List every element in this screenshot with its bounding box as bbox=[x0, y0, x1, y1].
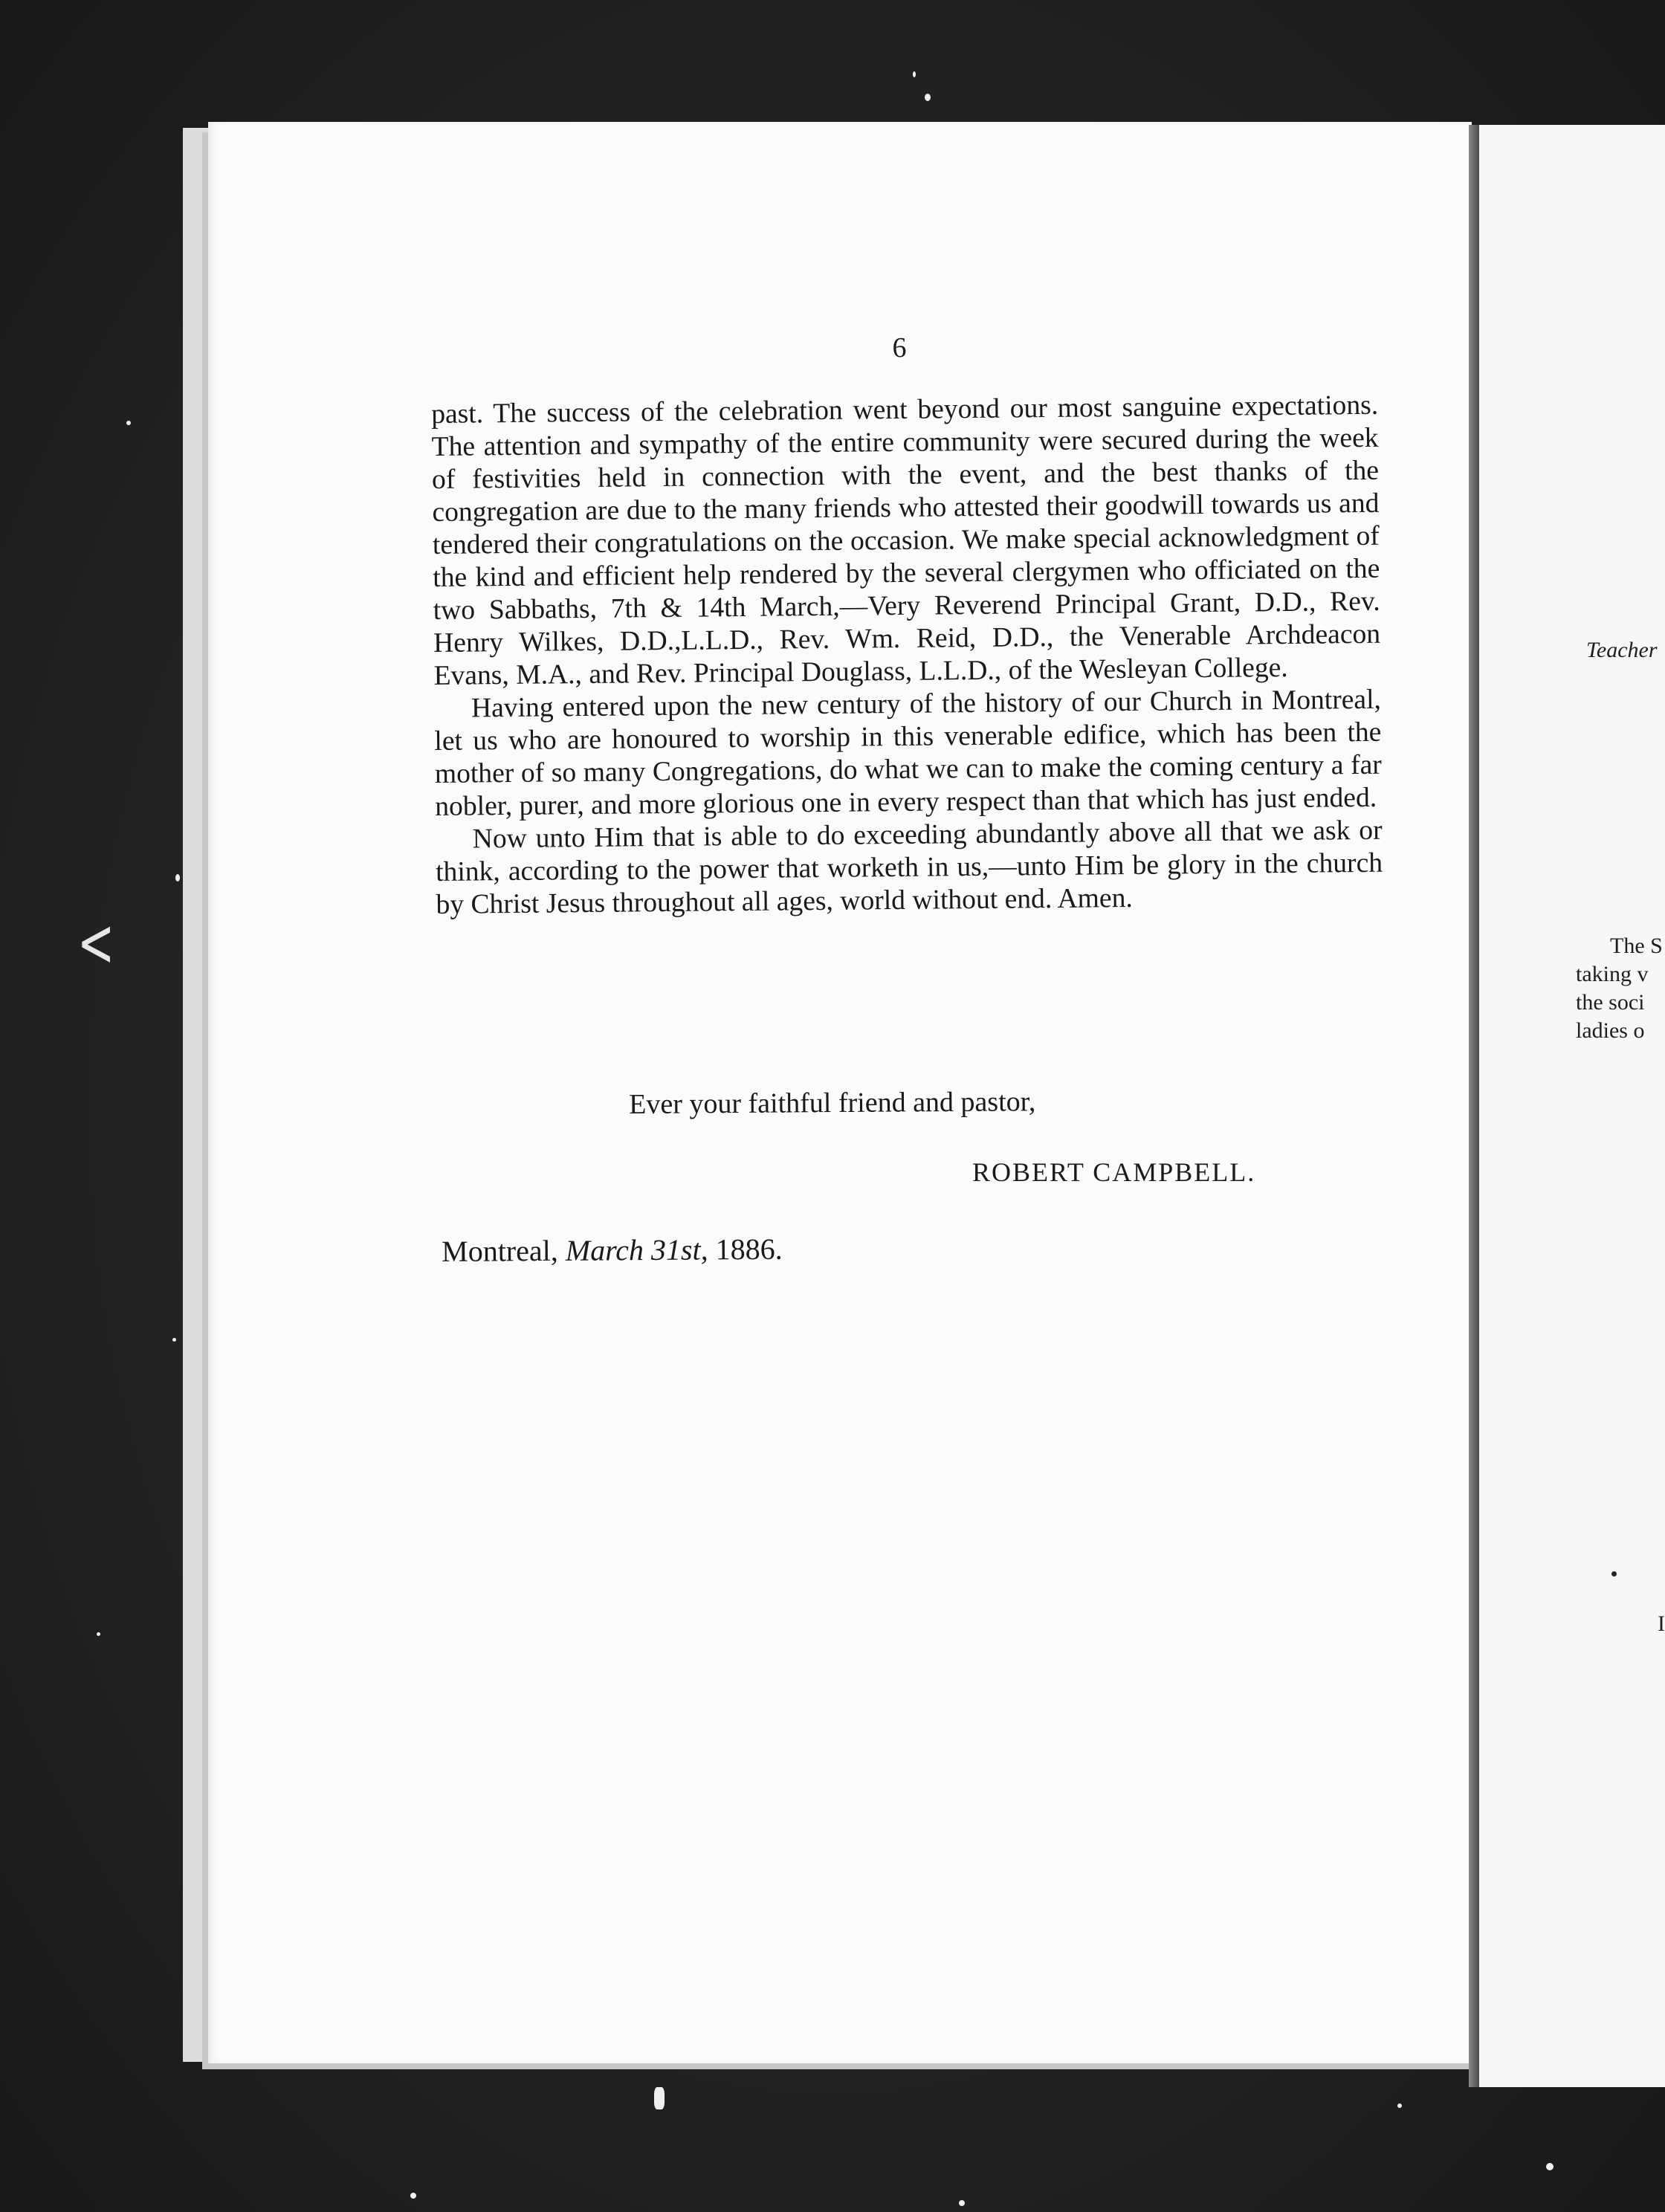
paragraph: past. The success of the celebration went beyond our most sanguine expectations. The attention and sympathy of the entire community were secured during the week of festivities held in connection with the event, and the best thanks of the congregation are due to the many friends who attested their goodwill towards us and tendered their congratulations on the occasion. We make special acknowledgment of the kind and efficient help rendered by the several clergymen who officiated on the two Sabbaths, 7th & 14th March,—Very Reverend Principal Grant, D.D., Rev. Henry Wilkes, D.D.,L.L.D., Rev. Wm. Reid, D.D., the Venerable Archdeacon Evans, M.A., and Rev. Principal Douglass, L.L.D., of the Wesleyan College. bbox=[431, 389, 1381, 691]
dust-speck bbox=[959, 2200, 965, 2206]
facing-page-line: The S bbox=[1610, 934, 1663, 958]
page-number: 6 bbox=[892, 332, 907, 363]
dust-speck bbox=[172, 1338, 176, 1342]
dust-speck bbox=[1611, 1571, 1617, 1576]
dust-speck bbox=[126, 421, 131, 425]
facing-page-line: ladies o bbox=[1576, 1018, 1645, 1043]
dateline bbox=[442, 1232, 783, 1269]
letter-closing: Ever your faithful friend and pastor, bbox=[629, 1086, 1036, 1120]
scan-mark: < bbox=[77, 904, 115, 983]
dust-speck bbox=[175, 874, 180, 882]
facing-page-heading-fragment: Teacher bbox=[1586, 638, 1658, 662]
paragraph: Now unto Him that is able to do exceeding abundantly above all that we ask or think, according to the power that worketh in us,—unto Him be glory in the church by Christ Jesus throughout all ages, world without end. Amen. bbox=[435, 815, 1383, 920]
dateline-date: March 31st, bbox=[565, 1232, 708, 1267]
dust-speck bbox=[654, 2087, 665, 2109]
dust-speck bbox=[1397, 2103, 1402, 2108]
dust-speck bbox=[1546, 2163, 1554, 2170]
facing-page-letter: I bbox=[1658, 1611, 1665, 1636]
dateline-place: Montreal, bbox=[442, 1233, 558, 1268]
facing-page-line: the soci bbox=[1576, 990, 1645, 1015]
paragraph: Having entered upon the new century of the history of our Church in Montreal, let us who are honoured to worship in this venerable edifice, which has been the mother of so many Congregations, do what we can to make the coming century a far nobler, purer, and more glorious one in every respect than that which has just ended. bbox=[434, 684, 1382, 822]
dust-speck bbox=[913, 71, 916, 77]
facing-page-line: taking v bbox=[1576, 962, 1649, 986]
book-gutter bbox=[1469, 125, 1479, 2087]
dust-speck bbox=[410, 2193, 416, 2199]
dust-speck bbox=[925, 94, 931, 101]
dust-speck bbox=[97, 1632, 100, 1636]
letter-signature: ROBERT CAMPBELL. bbox=[972, 1157, 1256, 1187]
letter-body bbox=[431, 389, 1383, 922]
facing-page bbox=[1479, 125, 1665, 2087]
dateline-year: 1886. bbox=[715, 1232, 783, 1267]
